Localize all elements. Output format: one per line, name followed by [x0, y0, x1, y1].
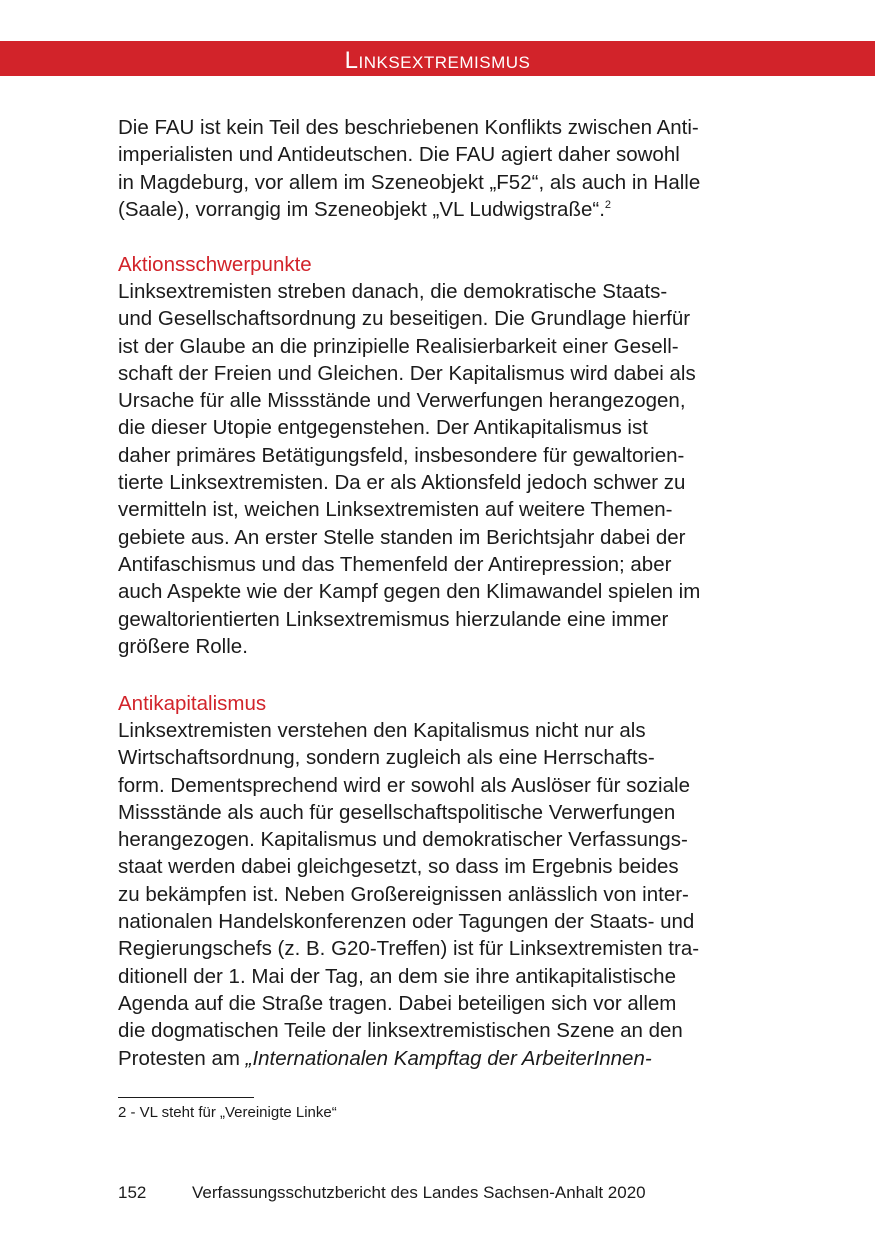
footnote-divider — [118, 1097, 254, 1098]
text-line: form. Dementsprechend wird er sowohl als Auslöser für soziale — [118, 773, 690, 797]
section-heading-antikapitalismus: Antikapitalismus — [118, 692, 267, 715]
section-heading-aktionsschwerpunkte: Aktionsschwerpunkte — [118, 253, 312, 276]
text-line: tierte Linksextremisten. Da er als Aktionsfeld jedoch schwer zu — [118, 471, 686, 495]
text-line: gebiete aus. An erster Stelle standen im Berichtsjahr dabei der — [118, 525, 686, 549]
text-line: staat werden dabei gleichgesetzt, so dass im Ergebnis beides — [118, 855, 679, 879]
text-line: Agenda auf die Straße tragen. Dabei beteiligen sich vor allem — [118, 991, 677, 1015]
text-line-content: Protesten am — [118, 1046, 246, 1070]
text-line: zu bekämpfen ist. Neben Großereignissen anlässlich von inter- — [118, 882, 689, 906]
text-line: Linksextremisten verstehen den Kapitalismus nicht nur als — [118, 719, 646, 742]
text-line: ditionell der 1. Mai der Tag, an dem sie ihre antikapitalistische — [118, 964, 676, 988]
text-line: Die FAU ist kein Teil des beschriebenen Konflikts zwischen Anti- — [118, 116, 699, 139]
text-line: imperialisten und Antideutschen. Die FAU agiert daher sowohl — [118, 143, 680, 167]
footnote: 2 - VL steht für „Vereinigte Linke“ — [118, 1104, 337, 1121]
text-line: daher primäres Betätigungsfeld, insbesondere für gewaltorien- — [118, 443, 685, 467]
header-bar — [0, 41, 875, 76]
text-line: herangezogen. Kapitalismus und demokratischer Verfassungs- — [118, 828, 688, 852]
page-title: Linksextremismus — [344, 47, 531, 74]
text-line: in Magdeburg, vor allem im Szeneobjekt „F52“, als auch in Halle — [118, 170, 701, 194]
text-line: schaft der Freien und Gleichen. Der Kapitalismus wird dabei als — [118, 361, 696, 385]
text-line-content: (Saale), vorrangig im Szeneobjekt „VL Ludwigstraße“. — [118, 197, 605, 221]
italic-phrase: „Internationalen Kampftag der ArbeiterInnen- — [245, 1046, 652, 1070]
text-line: Ursache für alle Missstände und Verwerfungen herangezogen, — [118, 389, 686, 413]
text-line — [118, 196, 768, 223]
text-line: Regierungschefs (z. B. G20-Treffen) ist für Linksextremisten tra- — [118, 937, 700, 961]
text-line: Linksextremisten streben danach, die demokratische Staats- — [118, 280, 668, 303]
text-line: vermitteln ist, weichen Linksextremisten auf weitere Themen- — [118, 498, 673, 522]
text-line: Wirtschaftsordnung, sondern zugleich als eine Herrschafts- — [118, 746, 655, 770]
text-line: Antifaschismus und das Themenfeld der Antirepression; aber — [118, 552, 672, 576]
text-line: nationalen Handelskonferenzen oder Tagungen der Staats- und — [118, 910, 695, 934]
aktionsschwerpunkte-paragraph — [118, 278, 768, 660]
page-number: 152 — [118, 1183, 147, 1202]
text-line: gewaltorientierten Linksextremismus hierzulande eine immer — [118, 607, 669, 631]
footnote-reference: 2 — [604, 198, 612, 211]
text-line: und Gesellschaftsordnung zu beseitigen. Die Grundlage hierfür — [118, 307, 691, 331]
text-line: die dieser Utopie entgegenstehen. Der Antikapitalismus ist — [118, 416, 648, 440]
text-line: auch Aspekte wie der Kampf gegen den Klimawandel spielen im — [118, 580, 701, 604]
intro-paragraph — [118, 114, 768, 223]
text-line: Missstände als auch für gesellschaftspolitische Verwerfungen — [118, 800, 676, 824]
text-line: ist der Glaube an die prinzipielle Realisierbarkeit einer Gesell- — [118, 334, 679, 358]
text-line: größere Rolle. — [118, 634, 248, 658]
antikapitalismus-paragraph — [118, 717, 768, 1072]
text-line — [118, 1045, 768, 1072]
text-line: die dogmatischen Teile der linksextremistischen Szene an den — [118, 1019, 683, 1043]
running-footer-title: Verfassungsschutzbericht des Landes Sachsen-Anhalt 2020 — [192, 1183, 646, 1202]
